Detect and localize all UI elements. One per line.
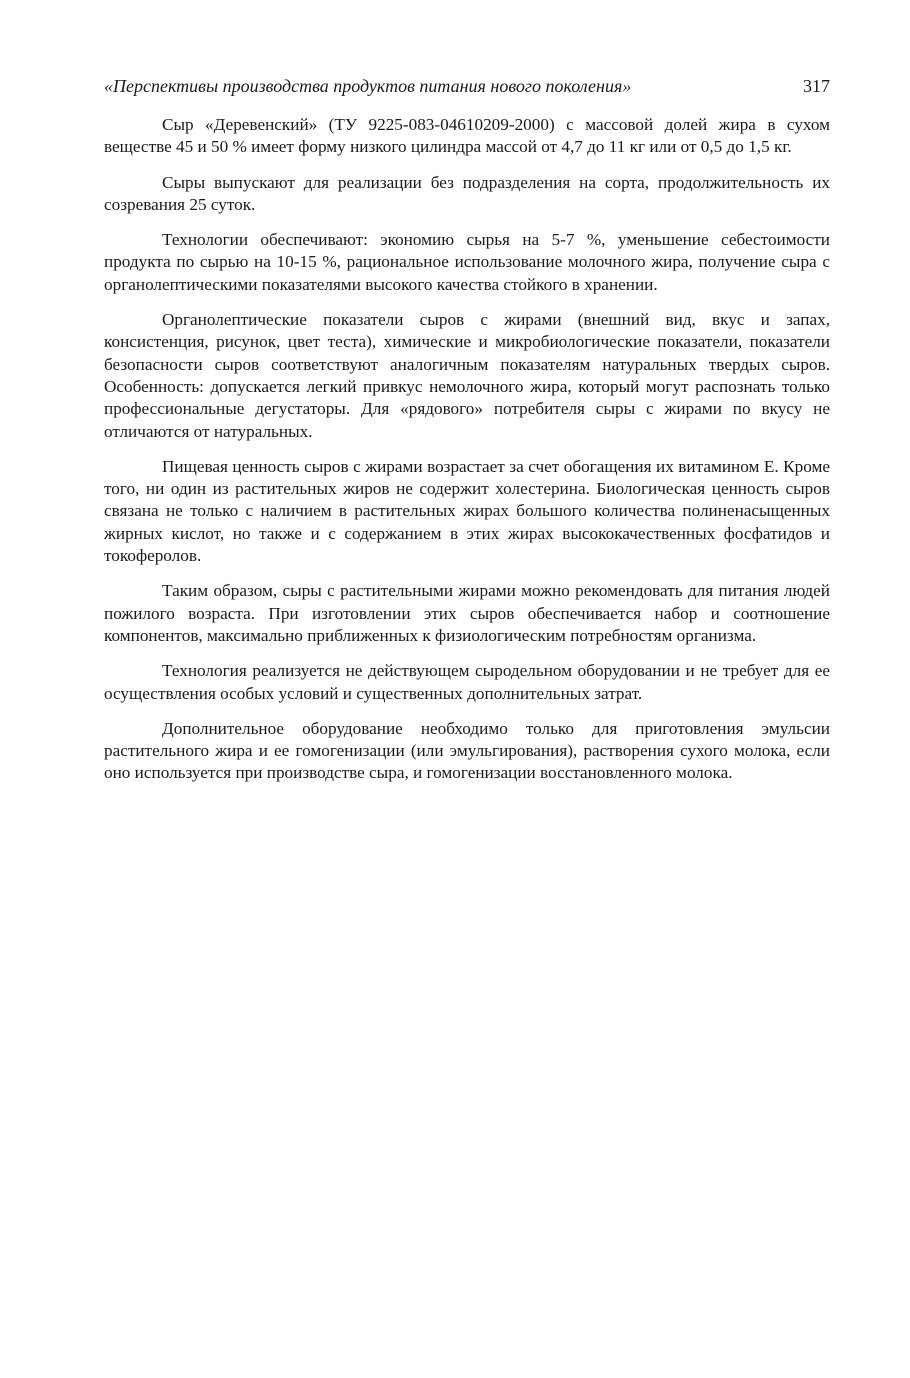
paragraph-equipment: Технология реализуется не действующем сыродельном оборудовании и не требует для ее осуществления особых условий и существенных дополнительных затрат. <box>104 661 830 703</box>
running-title: «Перспективы производства продуктов питания нового поколения» <box>104 76 632 96</box>
paragraph-ripening: Сыры выпускают для реализации без подразделения на сорта, продолжительность их созревания 25 суток. <box>104 172 830 214</box>
running-header <box>104 76 830 102</box>
paragraph-additional-equipment: Дополнительное оборудование необходимо только для приготовления эмульсии растительного жира и ее гомогенизации (или эмульгирования), растворения сухого молока, если оно используется при производстве сыра, и гомогенизации восстановленного молока. <box>104 718 830 783</box>
paragraph-organoleptic: Органолептические показатели сыров с жирами (внешний вид, вкус и запах, консистенция, рисунок, цвет теста), химические и микробиологические показатели, показатели безопасности сыров соответствуют аналогичным показателям натуральных твердых сыров. Особенность: допускается легкий привкус немолочного жира, который могут распознать только профессиональные дегустаторы. Для «рядового» потребителя сыры с жирами по вкусу не отличаются от натуральных. <box>104 310 830 441</box>
paragraph-technology-benefits: Технологии обеспечивают: экономию сырья на 5-7 %, уменьшение себестоимости продукта по сырью на 10-15 %, рациональное использование молочного жира, получение сыра с органолептическими показателями высокого качества стойкого в хранении. <box>104 230 830 294</box>
page-number: 317 <box>803 76 830 96</box>
paragraph-nutritional-value: Пищевая ценность сыров с жирами возрастает за счет обогащения их витамином Е. Кроме того, ни один из растительных жиров не содержит холестерина. Биологическая ценность сыров связана не только с наличием в растительных жирах большого количества полиненасыщенных жирных кислот, но также и с содержанием в этих жирах высококачественных фосфатидов и токоферолов. <box>104 456 830 566</box>
paragraph-cheese-derevensky: Сыр «Деревенский» (ТУ 9225-083-04610209-2000) с массовой долей жира в сухом веществе 45 и 50 % имеет форму низкого цилиндра массой от 4,7 до 11 кг или от 0,5 до 1,5 кг. <box>104 115 830 157</box>
body-text <box>104 114 830 798</box>
paragraph-recommendation: Таким образом, сыры с растительными жирами можно рекомендовать для питания людей пожилого возраста. При изготовлении этих сыров обеспечивается набор и соотношение компонентов, максимально приближенных к физиологическим потребностям организма. <box>104 581 830 645</box>
